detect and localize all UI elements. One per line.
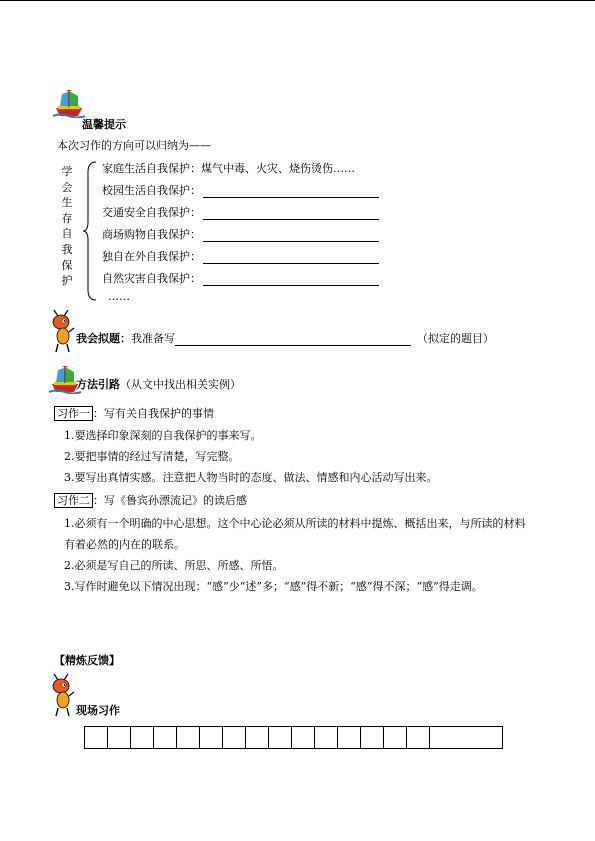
grid-cell[interactable] — [108, 727, 131, 748]
grid-cell[interactable] — [361, 727, 384, 748]
tip-intro: 本次习作的方向可以归纳为—— — [57, 139, 211, 152]
task1-point: 1.要选择印象深刻的自我保护的事来写。 — [64, 429, 262, 442]
grid-cell[interactable] — [315, 727, 338, 748]
answer-blank[interactable] — [203, 209, 379, 220]
grid-cell[interactable] — [131, 727, 154, 748]
title-blank[interactable] — [175, 335, 411, 346]
task2-line — [54, 492, 247, 508]
answer-blank[interactable] — [203, 231, 379, 242]
grid-cell[interactable] — [177, 727, 200, 748]
task1-line — [54, 405, 214, 421]
method-note: （从文中找出相关实例） — [120, 378, 241, 391]
grid-cell[interactable] — [246, 727, 269, 748]
answer-blank[interactable] — [203, 187, 379, 198]
item-row-disaster: 自然灾害自我保护： — [102, 270, 379, 286]
grid-cell[interactable] — [223, 727, 246, 748]
feedback-sub: 现场习作 — [76, 704, 120, 717]
item-more: …… — [108, 290, 130, 303]
task2-point: 3.写作时避免以下情况出现：“感”少“述”多；“感”得不新；“感”得不深；“感”得走调。 — [64, 580, 483, 593]
item-row-alone: 独自在外自我保护： — [102, 248, 379, 264]
method-heading: 方法引路 — [76, 378, 120, 391]
title-prefix: 我准备写 — [131, 332, 175, 345]
task2-tag: 习作二 — [54, 493, 93, 508]
method-line — [76, 376, 241, 392]
vertical-label: 学 会 生 存 自 我 保 护 — [61, 165, 73, 288]
title-heading: 我会拟题： — [76, 332, 131, 345]
task1-tag: 习作一 — [54, 406, 93, 421]
task2-point: 2.必须是写自己的所读、所思、所感、所悟。 — [64, 559, 284, 572]
answer-blank[interactable] — [203, 253, 379, 264]
curly-brace — [82, 160, 98, 302]
grid-cell[interactable] — [407, 727, 430, 748]
grid-cell[interactable] — [430, 727, 502, 748]
cartoon-ant-mascot-icon — [50, 310, 76, 354]
tip-heading: 温馨提示 — [82, 118, 126, 131]
task1-point: 2.要把事情的经过写清楚，写完整。 — [64, 450, 240, 463]
item-row-shopping: 商场购物自我保护： — [102, 226, 379, 242]
writing-grid[interactable] — [84, 726, 503, 749]
header-rule — [0, 0, 595, 1]
task1-title: ：写有关自我保护的事情 — [93, 407, 214, 420]
task1-point: 3.要写出真情实感。注意把人物当时的态度、做法、情感和内心活动写出来。 — [64, 471, 438, 484]
grid-cell[interactable] — [200, 727, 223, 748]
item-row-home: 家庭生活自我保护：煤气中毒、火灾、烧伤烫伤…… — [102, 162, 355, 175]
grid-cell[interactable] — [292, 727, 315, 748]
item-row-traffic: 交通安全自我保护： — [102, 204, 379, 220]
cartoon-ant-mascot-icon — [50, 674, 76, 718]
answer-blank[interactable] — [203, 275, 379, 286]
task2-point: 1.必须有一个明确的中心思想。这个中心论必须从所读的材料中提炼、概括出来，与所读的材料有着必然的内在的联系。 — [64, 517, 526, 551]
grid-cell[interactable] — [384, 727, 407, 748]
grid-cell[interactable] — [85, 727, 108, 748]
task2-title: ：写《鲁宾孙漂流记》的读后感 — [93, 494, 247, 507]
title-line — [76, 330, 494, 346]
grid-cell[interactable] — [338, 727, 361, 748]
task2-points — [64, 513, 534, 597]
task1-points — [64, 425, 534, 488]
grid-cell[interactable] — [154, 727, 177, 748]
item-row-school: 校园生活自我保护： — [102, 182, 379, 198]
grid-cell[interactable] — [269, 727, 292, 748]
sailing-ship-icon — [52, 90, 86, 118]
title-suffix: （拟定的题目） — [417, 332, 494, 345]
feedback-heading: 【精炼反馈】 — [54, 654, 120, 667]
